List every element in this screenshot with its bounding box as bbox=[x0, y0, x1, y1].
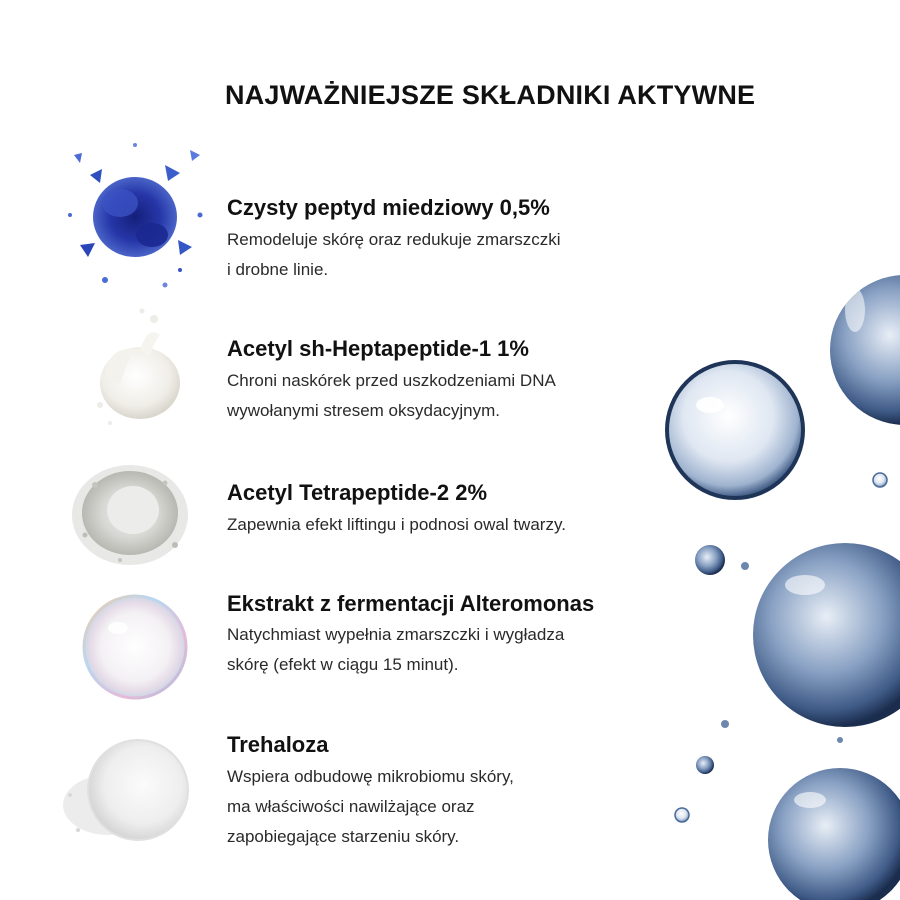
fine-powder-image bbox=[58, 735, 193, 850]
ingredient-desc-line: Wspiera odbudowę mikrobiomu skóry, bbox=[227, 767, 514, 786]
milk-splash-image bbox=[80, 305, 190, 435]
ingredient-desc-1 bbox=[227, 225, 561, 285]
bubble bbox=[768, 768, 900, 900]
bubble bbox=[721, 720, 729, 728]
bubble bbox=[696, 756, 714, 774]
bubble bbox=[695, 545, 725, 575]
ingredient-desc-line: i drobne linie. bbox=[227, 260, 329, 279]
ingredient-title-3: Acetyl Tetrapeptide-2 2% bbox=[227, 480, 488, 505]
bubble bbox=[675, 808, 689, 822]
bubble bbox=[741, 562, 749, 570]
ingredient-desc-2 bbox=[227, 366, 556, 426]
blue-copper-pigment-image bbox=[60, 125, 210, 295]
white-powder-image bbox=[65, 455, 195, 575]
ingredient-desc-line: Remodeluje skórę oraz redukuje zmarszczki bbox=[227, 230, 561, 249]
bubble bbox=[667, 362, 803, 498]
bubble bbox=[873, 473, 887, 487]
bubble bbox=[753, 543, 900, 727]
ingredient-title-2: Acetyl sh-Heptapeptide-1 1% bbox=[227, 336, 529, 361]
ingredient-desc-line: skórę (efekt w ciągu 15 minut). bbox=[227, 655, 459, 674]
bubble bbox=[837, 737, 843, 743]
ingredient-desc-5 bbox=[227, 762, 514, 852]
ingredient-desc-3 bbox=[227, 510, 566, 540]
ingredient-desc-line: zapobiegające starzeniu skóry. bbox=[227, 827, 460, 846]
ingredient-title-5: Trehaloza bbox=[227, 732, 329, 757]
ingredient-desc-4 bbox=[227, 620, 564, 680]
ingredient-title-1: Czysty peptyd miedziowy 0,5% bbox=[227, 195, 550, 220]
ingredient-desc-line: ma właściwości nawilżające oraz bbox=[227, 797, 475, 816]
page-title: NAJWAŻNIEJSZE SKŁADNIKI AKTYWNE bbox=[225, 80, 756, 110]
serum-bubbles-decoration bbox=[640, 240, 900, 900]
ingredient-desc-line: wywołanymi stresem oksydacyjnym. bbox=[227, 401, 501, 420]
bubble bbox=[830, 275, 900, 425]
ingredient-desc-line: Chroni naskórek przed uszkodzeniami DNA bbox=[227, 371, 556, 390]
iridescent-droplet-image bbox=[80, 592, 190, 702]
ingredient-desc-line: Zapewnia efekt liftingu i podnosi owal twarzy. bbox=[227, 515, 566, 534]
ingredient-desc-line: Natychmiast wypełnia zmarszczki i wygładza bbox=[227, 625, 565, 644]
ingredient-title-4: Ekstrakt z fermentacji Alteromonas bbox=[227, 591, 595, 616]
